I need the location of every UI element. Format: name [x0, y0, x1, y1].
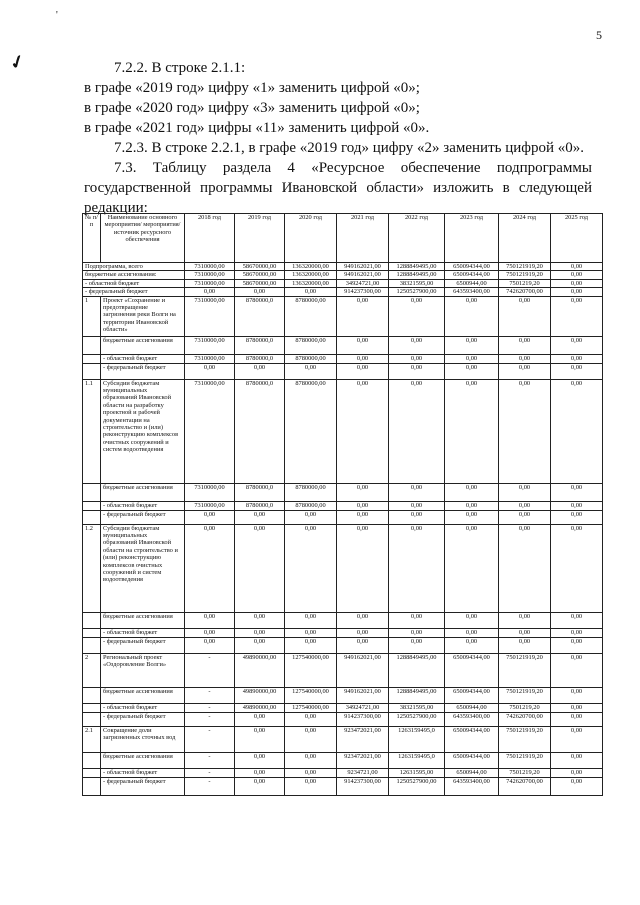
value-cell: 643593400,00	[445, 288, 499, 296]
table-row	[83, 296, 603, 336]
table-row	[83, 637, 603, 653]
value-cell: 7310000,00	[185, 296, 235, 336]
value-cell: -	[185, 768, 235, 777]
row-label: - областной бюджет	[101, 703, 185, 712]
row-label: бюджетные ассигнования	[101, 752, 185, 768]
value-cell: 7310000,00	[185, 379, 235, 483]
row-number	[83, 628, 101, 637]
value-cell: 0,00	[285, 363, 337, 379]
header-cell: № п/п	[83, 214, 101, 263]
value-cell: 949162021,00	[337, 263, 389, 271]
value-cell: 0,00	[551, 703, 603, 712]
header-cell: 2022 год	[389, 214, 445, 263]
value-cell: 34924721,00	[337, 279, 389, 287]
value-cell: 0,00	[389, 336, 445, 354]
value-cell: 643593400,00	[445, 777, 499, 795]
value-cell: 0,00	[389, 510, 445, 524]
value-cell: 750121919,20	[499, 687, 551, 703]
value-cell: 8780000,0	[235, 501, 285, 510]
value-cell: 0,00	[445, 336, 499, 354]
value-cell: 0,00	[445, 363, 499, 379]
value-cell: 49890000,00	[235, 653, 285, 687]
value-cell: 0,00	[389, 501, 445, 510]
value-cell: 0,00	[499, 637, 551, 653]
value-cell: 0,00	[285, 712, 337, 726]
value-cell: 0,00	[285, 768, 337, 777]
value-cell: 0,00	[285, 628, 337, 637]
header-cell: 2018 год	[185, 214, 235, 263]
value-cell: 0,00	[551, 777, 603, 795]
value-cell: 7310000,00	[185, 279, 235, 287]
value-cell: 8780000,00	[285, 483, 337, 501]
value-cell: 7501219,20	[499, 703, 551, 712]
document-text	[84, 58, 592, 218]
value-cell: -	[185, 687, 235, 703]
value-cell: 127540000,00	[285, 703, 337, 712]
row-label: - областной бюджет	[101, 628, 185, 637]
row-number	[83, 354, 101, 363]
table-row	[83, 271, 603, 279]
table-body	[83, 263, 603, 796]
value-cell: 136320000,00	[285, 279, 337, 287]
table-row	[83, 712, 603, 726]
table-row	[83, 354, 603, 363]
value-cell: 0,00	[389, 628, 445, 637]
value-cell: 914237300,00	[337, 777, 389, 795]
value-cell: 0,00	[185, 510, 235, 524]
row-number	[83, 501, 101, 510]
row-label: - федеральный бюджет	[101, 777, 185, 795]
table-row	[83, 501, 603, 510]
value-cell: 0,00	[551, 288, 603, 296]
value-cell: 0,00	[285, 637, 337, 653]
row-number: 2	[83, 653, 101, 687]
value-cell: 0,00	[389, 354, 445, 363]
row-number	[83, 712, 101, 726]
table-row	[83, 336, 603, 354]
value-cell: 0,00	[285, 510, 337, 524]
table-row	[83, 288, 603, 296]
table-row	[83, 687, 603, 703]
row-label: - федеральный бюджет	[101, 712, 185, 726]
row-label: Сокращение доли загрязненных сточных вод	[101, 726, 185, 752]
value-cell: 0,00	[551, 271, 603, 279]
table-header	[83, 214, 603, 263]
table-row	[83, 752, 603, 768]
value-cell: 0,00	[551, 653, 603, 687]
value-cell: 0,00	[445, 501, 499, 510]
value-cell: 914237300,00	[337, 712, 389, 726]
value-cell: 0,00	[235, 637, 285, 653]
resource-table	[82, 213, 603, 796]
value-cell: 0,00	[499, 612, 551, 628]
table-row	[83, 510, 603, 524]
value-cell: 7501219,20	[499, 279, 551, 287]
value-cell: 650094344,00	[445, 263, 499, 271]
value-cell: 6500944,00	[445, 768, 499, 777]
value-cell: 0,00	[185, 612, 235, 628]
table-row	[83, 379, 603, 483]
row-number	[83, 363, 101, 379]
value-cell: -	[185, 777, 235, 795]
value-cell: 0,00	[499, 628, 551, 637]
row-label: - областной бюджет	[101, 354, 185, 363]
value-cell: 0,00	[337, 510, 389, 524]
value-cell: 1288849495,00	[389, 653, 445, 687]
value-cell: -	[185, 752, 235, 768]
row-label: - областной бюджет	[101, 768, 185, 777]
value-cell: 8780000,0	[235, 336, 285, 354]
value-cell: 650094344,00	[445, 687, 499, 703]
value-cell: 0,00	[337, 637, 389, 653]
header-cell: 2025 год	[551, 214, 603, 263]
row-number	[83, 336, 101, 354]
value-cell: 0,00	[445, 637, 499, 653]
row-label: бюджетные ассигнования	[101, 612, 185, 628]
value-cell: 0,00	[235, 363, 285, 379]
value-cell: 0,00	[551, 628, 603, 637]
value-cell: 742620700,00	[499, 777, 551, 795]
value-cell: 0,00	[337, 336, 389, 354]
value-cell: 136320000,00	[285, 263, 337, 271]
value-cell: 742620700,00	[499, 288, 551, 296]
value-cell: 0,00	[235, 612, 285, 628]
table-row	[83, 483, 603, 501]
value-cell: 0,00	[235, 510, 285, 524]
paragraph: 7.2.2. В строке 2.1.1:	[114, 60, 246, 76]
value-cell: -	[185, 712, 235, 726]
row-number	[83, 637, 101, 653]
value-cell: 650094344,00	[445, 271, 499, 279]
value-cell: 127540000,00	[285, 653, 337, 687]
value-cell: 38321595,00	[389, 703, 445, 712]
value-cell: 650094344,00	[445, 752, 499, 768]
value-cell: 7310000,00	[185, 336, 235, 354]
value-cell: 6500944,00	[445, 279, 499, 287]
value-cell: 8780000,00	[285, 336, 337, 354]
table-row	[83, 263, 603, 271]
value-cell: 0,00	[551, 336, 603, 354]
value-cell: 0,00	[285, 612, 337, 628]
value-cell: 1250527900,00	[389, 712, 445, 726]
row-label: - федеральный бюджет	[101, 510, 185, 524]
value-cell: 8780000,00	[285, 379, 337, 483]
header-cell: 2024 год	[499, 214, 551, 263]
row-number	[83, 510, 101, 524]
value-cell: 0,00	[551, 637, 603, 653]
value-cell: 0,00	[285, 524, 337, 612]
value-cell: 0,00	[551, 354, 603, 363]
value-cell: 0,00	[445, 483, 499, 501]
value-cell: 0,00	[445, 379, 499, 483]
row-number	[83, 687, 101, 703]
value-cell: 0,00	[185, 628, 235, 637]
row-label: - областной бюджет	[83, 279, 185, 287]
table-row	[83, 726, 603, 752]
value-cell: 0,00	[285, 288, 337, 296]
value-cell: 0,00	[499, 483, 551, 501]
value-cell: 0,00	[499, 354, 551, 363]
value-cell: 6500944,00	[445, 703, 499, 712]
value-cell: 0,00	[551, 279, 603, 287]
value-cell: 0,00	[337, 501, 389, 510]
value-cell: 742620700,00	[499, 712, 551, 726]
row-number: 1.1	[83, 379, 101, 483]
table-row	[83, 777, 603, 795]
value-cell: 0,00	[337, 524, 389, 612]
value-cell: 0,00	[337, 628, 389, 637]
value-cell: 8780000,0	[235, 483, 285, 501]
value-cell: 7310000,00	[185, 263, 235, 271]
value-cell: 12631595,00	[389, 768, 445, 777]
value-cell: 0,00	[389, 483, 445, 501]
value-cell: 0,00	[285, 726, 337, 752]
value-cell: 0,00	[185, 524, 235, 612]
value-cell: 9234721,00	[337, 768, 389, 777]
value-cell: 949162021,00	[337, 653, 389, 687]
row-number	[83, 752, 101, 768]
value-cell: 949162021,00	[337, 271, 389, 279]
value-cell: 949162021,00	[337, 687, 389, 703]
value-cell: 0,00	[285, 777, 337, 795]
value-cell: 0,00	[499, 379, 551, 483]
value-cell: 0,00	[389, 612, 445, 628]
value-cell: 38321595,00	[389, 279, 445, 287]
value-cell: 34924721,00	[337, 703, 389, 712]
value-cell: 0,00	[185, 288, 235, 296]
value-cell: 0,00	[337, 612, 389, 628]
paragraph: 7.3. Таблицу раздела 4 «Ресурсное обеспечение подпрограммы государственной программы Ивановской области» изложить в следующей редакции:	[84, 160, 592, 216]
header-cell: 2023 год	[445, 214, 499, 263]
value-cell: 0,00	[551, 726, 603, 752]
value-cell: 1288849495,00	[389, 271, 445, 279]
value-cell: 7310000,00	[185, 271, 235, 279]
row-label: Субсидии бюджетам муниципальных образований Ивановской области на разработку проектной и рабочей документации на строительство и (или) реконструкцию комплексов очистных сооружений и систем водоотведения	[101, 379, 185, 483]
row-label: - федеральный бюджет	[101, 363, 185, 379]
value-cell: 1263159495,0	[389, 726, 445, 752]
row-number: 1.2	[83, 524, 101, 612]
value-cell: 0,00	[445, 296, 499, 336]
value-cell: -	[185, 726, 235, 752]
table-row	[83, 279, 603, 287]
value-cell: 1263159495,0	[389, 752, 445, 768]
row-label: Проект «Сохранение и предотвращение загрязнения реки Волги на территории Ивановской области»	[101, 296, 185, 336]
row-label: Региональный проект «Оздоровление Волги»	[101, 653, 185, 687]
value-cell: 643593400,00	[445, 712, 499, 726]
value-cell: 0,00	[499, 501, 551, 510]
table-row	[83, 628, 603, 637]
table-row	[83, 524, 603, 612]
value-cell: 750121919,20	[499, 653, 551, 687]
value-cell: 650094344,00	[445, 726, 499, 752]
page-number: 5	[596, 28, 602, 42]
value-cell: 923472021,00	[337, 752, 389, 768]
value-cell: 8780000,00	[285, 354, 337, 363]
value-cell: 0,00	[235, 288, 285, 296]
value-cell: 0,00	[551, 263, 603, 271]
value-cell: 0,00	[551, 363, 603, 379]
table-row	[83, 768, 603, 777]
row-number	[83, 483, 101, 501]
value-cell: 0,00	[389, 524, 445, 612]
value-cell: 750121919,20	[499, 752, 551, 768]
value-cell: 0,00	[499, 510, 551, 524]
value-cell: 0,00	[551, 712, 603, 726]
value-cell: 0,00	[445, 628, 499, 637]
row-label: бюджетные ассигнования:	[83, 271, 185, 279]
value-cell: 0,00	[551, 483, 603, 501]
row-number	[83, 768, 101, 777]
table-row	[83, 612, 603, 628]
value-cell: 0,00	[185, 363, 235, 379]
value-cell: 1288849495,00	[389, 263, 445, 271]
value-cell: -	[185, 703, 235, 712]
row-label: Субсидии бюджетам муниципальных образований Ивановской области на строительство и (или) реконструкцию комплексов очистных сооружений и систем водоотведения	[101, 524, 185, 612]
value-cell: 0,00	[285, 752, 337, 768]
value-cell: 0,00	[337, 363, 389, 379]
value-cell: 0,00	[337, 296, 389, 336]
value-cell: 750121919,20	[499, 726, 551, 752]
row-number	[83, 703, 101, 712]
value-cell: 0,00	[337, 379, 389, 483]
value-cell: 0,00	[389, 296, 445, 336]
value-cell: 0,00	[337, 354, 389, 363]
paragraph: в графе «2019 год» цифру «1» заменить цифрой «0»;	[84, 80, 420, 96]
header-cell: 2021 год	[337, 214, 389, 263]
value-cell: -	[185, 653, 235, 687]
paragraph: в графе «2020 год» цифру «3» заменить цифрой «0»;	[84, 100, 420, 116]
value-cell: 49890000,00	[235, 687, 285, 703]
value-cell: 58670000,00	[235, 279, 285, 287]
table-row	[83, 363, 603, 379]
margin-mark: '	[56, 10, 58, 21]
row-label: Подпрограмма, всего	[83, 263, 185, 271]
value-cell: 7310000,00	[185, 354, 235, 363]
value-cell: 49890000,00	[235, 703, 285, 712]
value-cell: 0,00	[551, 752, 603, 768]
row-label: - областной бюджет	[101, 501, 185, 510]
row-number	[83, 612, 101, 628]
value-cell: 1288849495,00	[389, 687, 445, 703]
value-cell: 0,00	[551, 510, 603, 524]
value-cell: 7310000,00	[185, 501, 235, 510]
paragraph: 7.2.3. В строке 2.2.1, в графе «2019 год» цифру «2» заменить цифрой «0».	[114, 140, 585, 156]
value-cell: 914237300,00	[337, 288, 389, 296]
value-cell: 0,00	[235, 712, 285, 726]
value-cell: 0,00	[551, 687, 603, 703]
value-cell: 1250527900,00	[389, 288, 445, 296]
value-cell: 0,00	[551, 524, 603, 612]
value-cell: 8780000,0	[235, 354, 285, 363]
row-label: - федеральный бюджет	[101, 637, 185, 653]
header-cell: 2020 год	[285, 214, 337, 263]
table-row	[83, 703, 603, 712]
value-cell: 0,00	[235, 777, 285, 795]
value-cell: 7501219,20	[499, 768, 551, 777]
value-cell: 0,00	[551, 501, 603, 510]
value-cell: 0,00	[389, 363, 445, 379]
value-cell: 0,00	[235, 726, 285, 752]
row-label: бюджетные ассигнования	[101, 687, 185, 703]
value-cell: 1250527900,00	[389, 777, 445, 795]
value-cell: 58670000,00	[235, 263, 285, 271]
value-cell: 136320000,00	[285, 271, 337, 279]
value-cell: 0,00	[551, 379, 603, 483]
row-number: 1	[83, 296, 101, 336]
check-mark: ✓	[6, 50, 28, 75]
value-cell: 0,00	[551, 612, 603, 628]
value-cell: 0,00	[235, 768, 285, 777]
value-cell: 8780000,00	[285, 501, 337, 510]
value-cell: 0,00	[337, 483, 389, 501]
header-cell: Наименование основного мероприятия/ мероприятия/ источник ресурсного обеспечения	[101, 214, 185, 263]
value-cell: 0,00	[445, 354, 499, 363]
row-label: бюджетные ассигнования	[101, 336, 185, 354]
value-cell: 0,00	[499, 336, 551, 354]
value-cell: 0,00	[389, 637, 445, 653]
value-cell: 58670000,00	[235, 271, 285, 279]
value-cell: 0,00	[499, 363, 551, 379]
value-cell: 0,00	[445, 510, 499, 524]
value-cell: 750121919,20	[499, 263, 551, 271]
value-cell: 0,00	[551, 768, 603, 777]
value-cell: 0,00	[551, 296, 603, 336]
value-cell: 0,00	[499, 296, 551, 336]
table-row	[83, 653, 603, 687]
value-cell: 0,00	[235, 752, 285, 768]
value-cell: 750121919,20	[499, 271, 551, 279]
row-label: - федеральный бюджет	[83, 288, 185, 296]
value-cell: 127540000,00	[285, 687, 337, 703]
header-cell: 2019 год	[235, 214, 285, 263]
value-cell: 923472021,00	[337, 726, 389, 752]
value-cell: 0,00	[499, 524, 551, 612]
value-cell: 7310000,00	[185, 483, 235, 501]
paragraph: в графе «2021 год» цифры «11» заменить цифрой «0».	[84, 120, 430, 136]
row-number	[83, 777, 101, 795]
value-cell: 0,00	[235, 628, 285, 637]
value-cell: 0,00	[445, 524, 499, 612]
value-cell: 8780000,0	[235, 296, 285, 336]
value-cell: 0,00	[235, 524, 285, 612]
row-number: 2.1	[83, 726, 101, 752]
row-label: бюджетные ассигнования	[101, 483, 185, 501]
value-cell: 650094344,00	[445, 653, 499, 687]
value-cell: 0,00	[445, 612, 499, 628]
value-cell: 8780000,0	[235, 379, 285, 483]
value-cell: 8780000,00	[285, 296, 337, 336]
value-cell: 0,00	[389, 379, 445, 483]
value-cell: 0,00	[185, 637, 235, 653]
